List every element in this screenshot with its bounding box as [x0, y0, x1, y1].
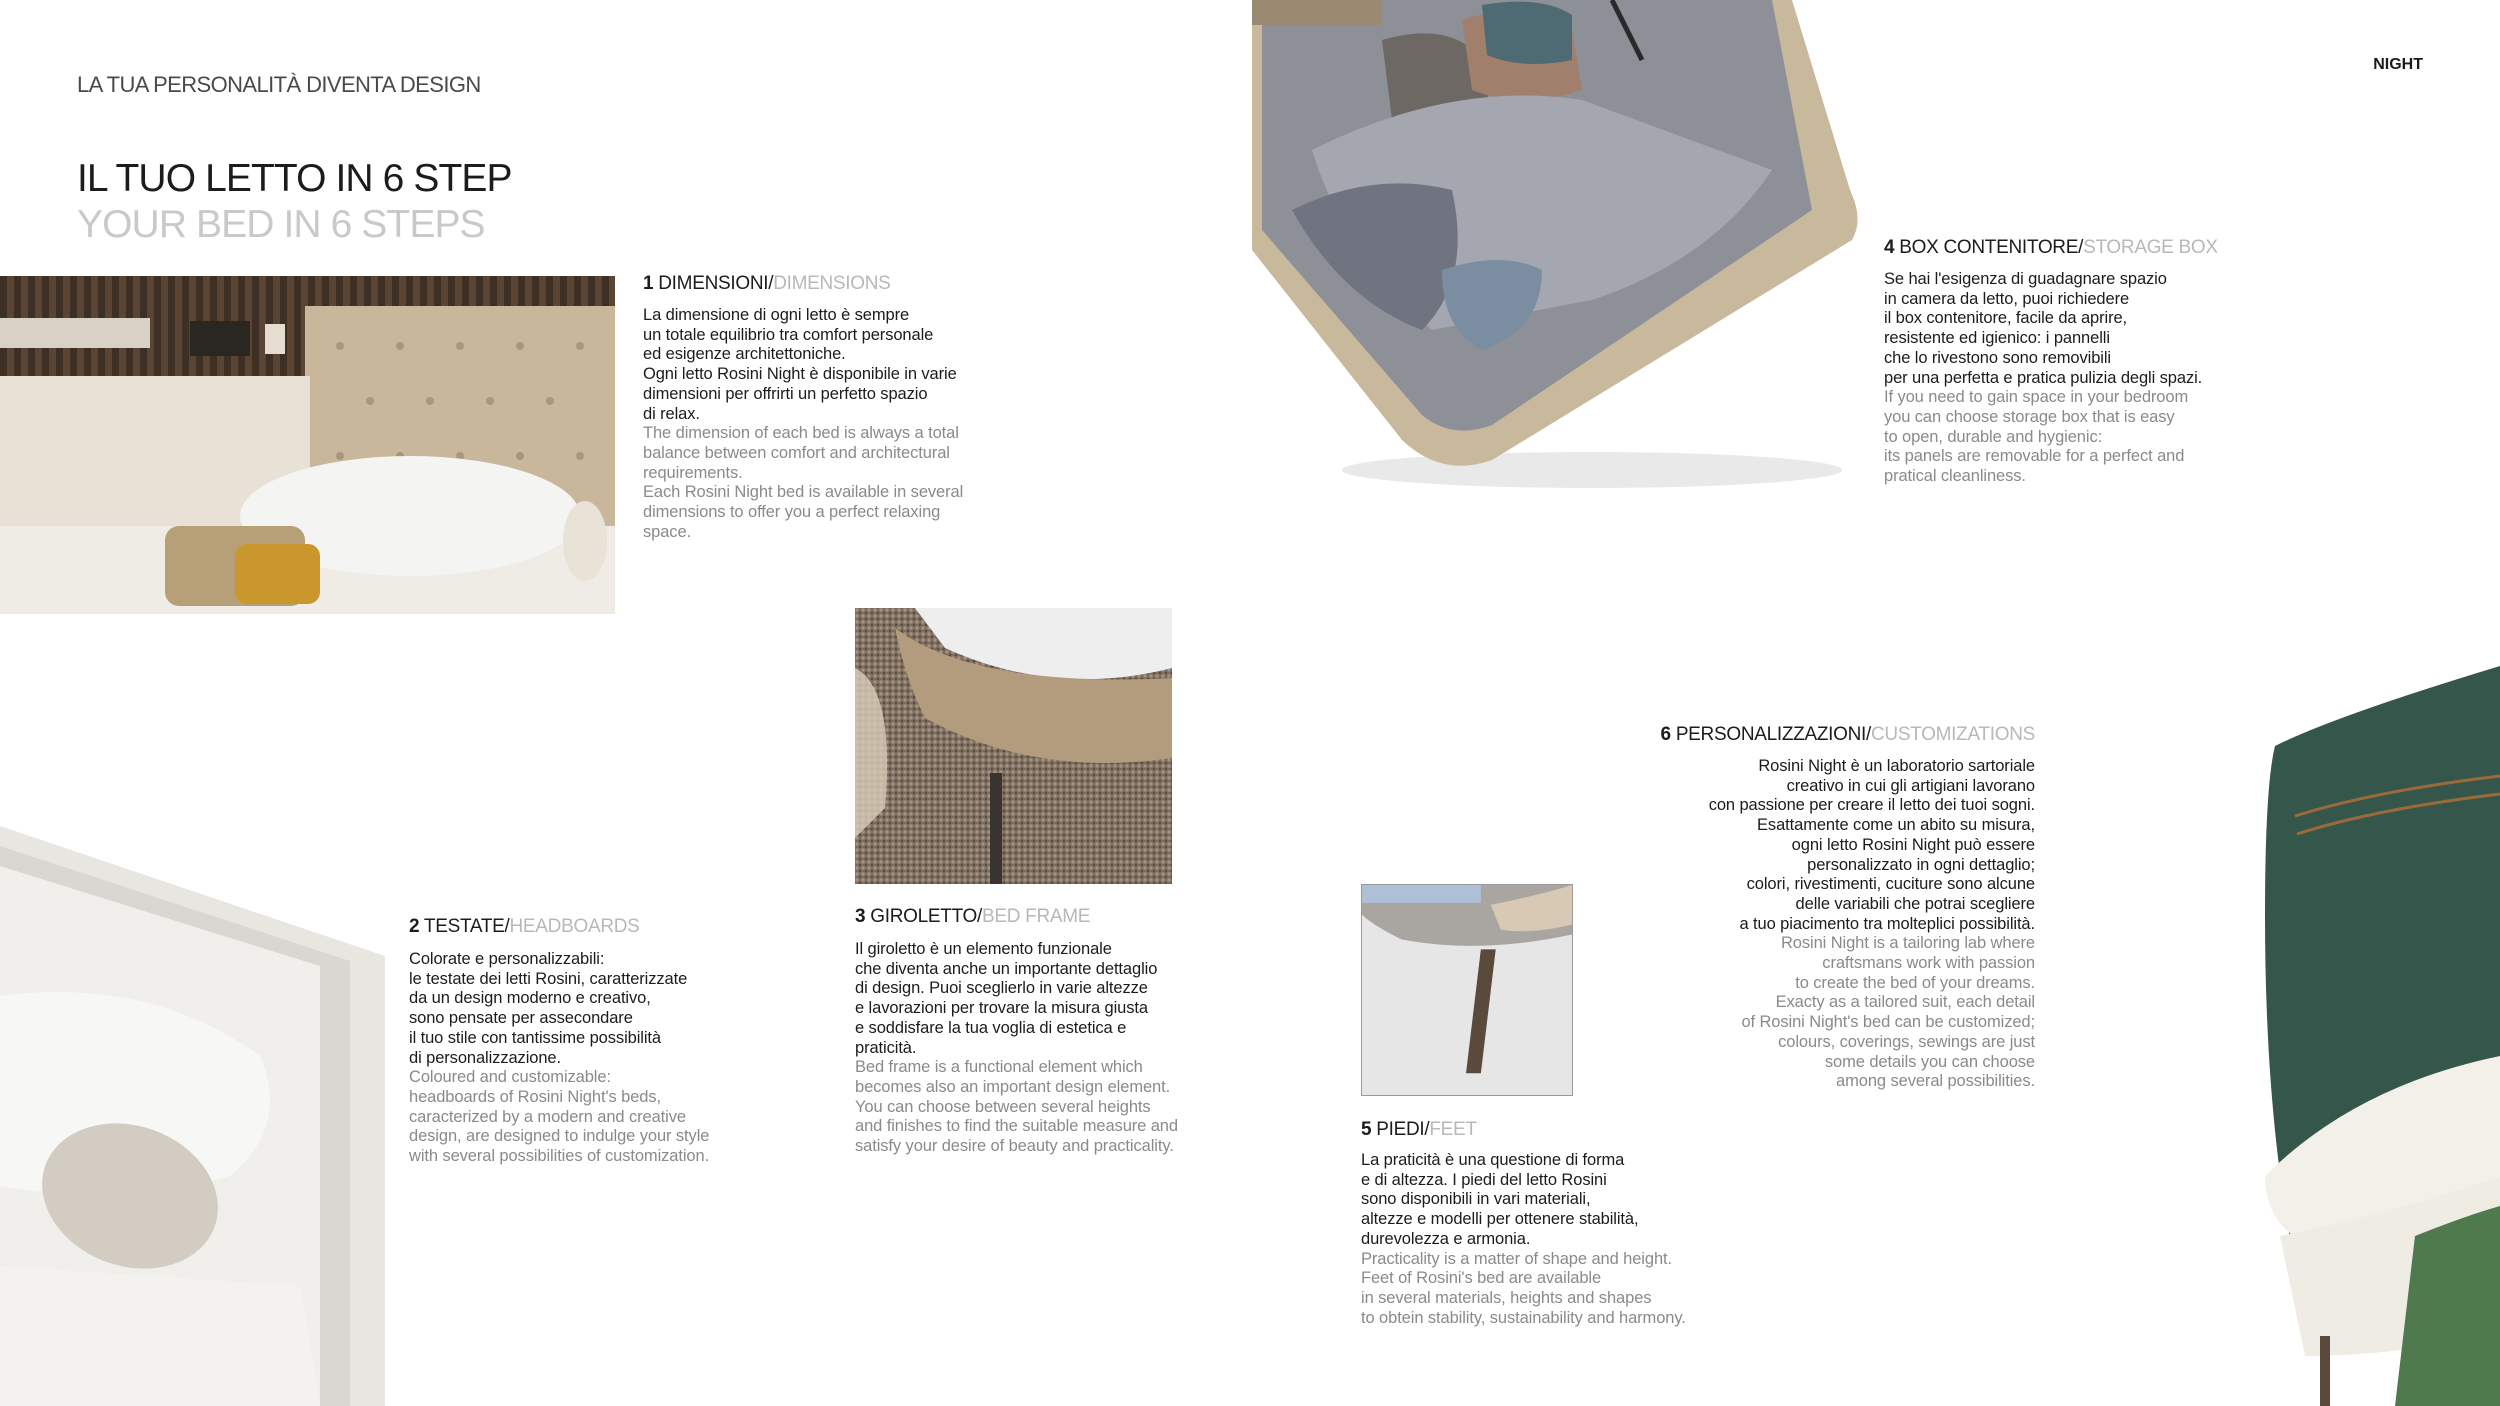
step-1-text-en: The dimension of each bed is always a total balance between comfort and architectural requirements. Each Rosini Night bed is available in several dimensions to offer you a perfect relaxing space.	[643, 424, 964, 541]
step-4-title: BOX CONTENITORE/	[1899, 237, 2084, 258]
step-1-text	[643, 306, 963, 542]
page-subtitle: YOUR BED IN 6 STEPS	[77, 203, 485, 246]
step-5-text-en: Practicality is a matter of shape and height. Feet of Rosini's bed are available in several materials, heights and shapes to obtein stability, sustainability and harmony.	[1361, 1249, 1686, 1327]
photo-feet	[1361, 884, 1573, 1096]
step-5-text	[1361, 1151, 1686, 1328]
step-6-text	[1709, 757, 2035, 1092]
step-5-text-it: La praticità è una questione di forma e di altezza. I piedi del letto Rosini sono disponibili in vari materiali, altezze e modelli per ottenere stabilità, durevolezza e armonia.	[1361, 1151, 1639, 1248]
step-4-title-en: STORAGE BOX	[2083, 237, 2218, 258]
step-3-number: 3	[855, 906, 866, 927]
step-1-title-en: DIMENSIONS	[773, 273, 891, 294]
section-label: NIGHT	[2373, 56, 2423, 73]
photo-headboard-white	[0, 826, 385, 1406]
step-2-heading	[409, 916, 640, 938]
photo-headboard-dimensions	[0, 276, 615, 614]
step-5-title: PIEDI/	[1376, 1119, 1430, 1140]
step-3-title-en: BED FRAME	[982, 906, 1091, 927]
step-2-number: 2	[409, 916, 420, 937]
step-1-title: DIMENSIONI/	[658, 273, 774, 294]
step-6-number: 6	[1660, 724, 1671, 745]
step-6-text-it: Rosini Night è un laboratorio sartoriale creativo in cui gli artigiani lavorano con passione per creare il letto dei tuoi sogni. Esattamente come un abito su misura, ogni letto Rosini Night può essere personalizzato in ogni dettaglio; colori, rivestimenti, cuciture sono alcune delle variabili che potrai scegliere a tuo piacimento tra molteplici possibilità.	[1708, 757, 2035, 933]
step-1-heading	[643, 273, 891, 295]
step-4-number: 4	[1884, 237, 1895, 258]
step-3-text-it: Il giroletto è un elemento funzionale che diventa anche un importante dettaglio di design. Puoi sceglierlo in varie altezze e lavorazioni per trovare la misura giusta e soddisfare la tua voglia di estetica e praticità.	[855, 940, 1158, 1057]
step-6-text-en: Rosini Night is a tailoring lab where craftsmans work with passion to create the bed of your dreams. Exacty as a tailored suit, each detail of Rosini Night's bed can be customized; colours, coverings, sewings are just some details you can choose among several possibilities.	[1741, 934, 2035, 1091]
photo-storage-box	[1252, 0, 1867, 505]
step-5-heading	[1361, 1119, 1477, 1141]
step-2-text	[409, 950, 709, 1167]
step-4-heading	[1884, 237, 2218, 259]
step-4-text-en: If you need to gain space in your bedroom you can choose storage box that is easy to open, durable and hygienic: its panels are removable for a perfect and pratical cleanliness.	[1884, 388, 2189, 486]
step-6-title-en: CUSTOMIZATIONS	[1871, 724, 2035, 745]
photo-green-headboard	[2035, 616, 2500, 1406]
photo-bed-frame	[855, 608, 1172, 884]
step-4-text-it: Se hai l'esigenza di guadagnare spazio in camera da letto, puoi richiedere il box contenitore, facile da aprire, resistente ed igienico: i pannelli che lo rivestono sono removibili per una perfetta e pratica pulizia degli spazi.	[1884, 270, 2203, 387]
step-5-number: 5	[1361, 1119, 1372, 1140]
step-2-text-it: Colorate e personalizzabili: le testate dei letti Rosini, caratterizzate da un design moderno e creativo, sono pensate per assecondare il tuo stile con tantissime possibilità di personalizzazione.	[409, 950, 688, 1067]
step-6-heading	[1661, 724, 2035, 746]
step-3-heading	[855, 906, 1090, 928]
step-4-text	[1884, 270, 2202, 487]
step-2-text-en: Coloured and customizable: headboards of Rosini Night's beds, caracterized by a modern and creative design, are designed to indulge your style with several possibilities of customization.	[409, 1068, 710, 1166]
step-3-text-en: Bed frame is a functional element which becomes also an important design element. You can choose between several heights and finishes to find the suitable measure and satisfy your desire of beauty and practicality.	[855, 1058, 1178, 1156]
page-title: IL TUO LETTO IN 6 STEP	[77, 157, 512, 200]
page-kicker: LA TUA PERSONALITÀ DIVENTA DESIGN	[77, 72, 481, 97]
step-1-number: 1	[643, 273, 654, 294]
step-1-text-it: La dimensione di ogni letto è sempre un totale equilibrio tra comfort personale ed esigenze architettoniche. Ogni letto Rosini Night è disponibile in varie dimensioni per offrirti un perfetto spazio di relax.	[643, 306, 957, 423]
step-3-text	[855, 940, 1178, 1157]
step-2-title: TESTATE/	[423, 916, 510, 937]
step-5-title-en: FEET	[1429, 1119, 1477, 1140]
step-6-title: PERSONALIZZAZIONI/	[1675, 724, 1871, 745]
step-2-title-en: HEADBOARDS	[509, 916, 640, 937]
step-3-title: GIROLETTO/	[870, 906, 982, 927]
